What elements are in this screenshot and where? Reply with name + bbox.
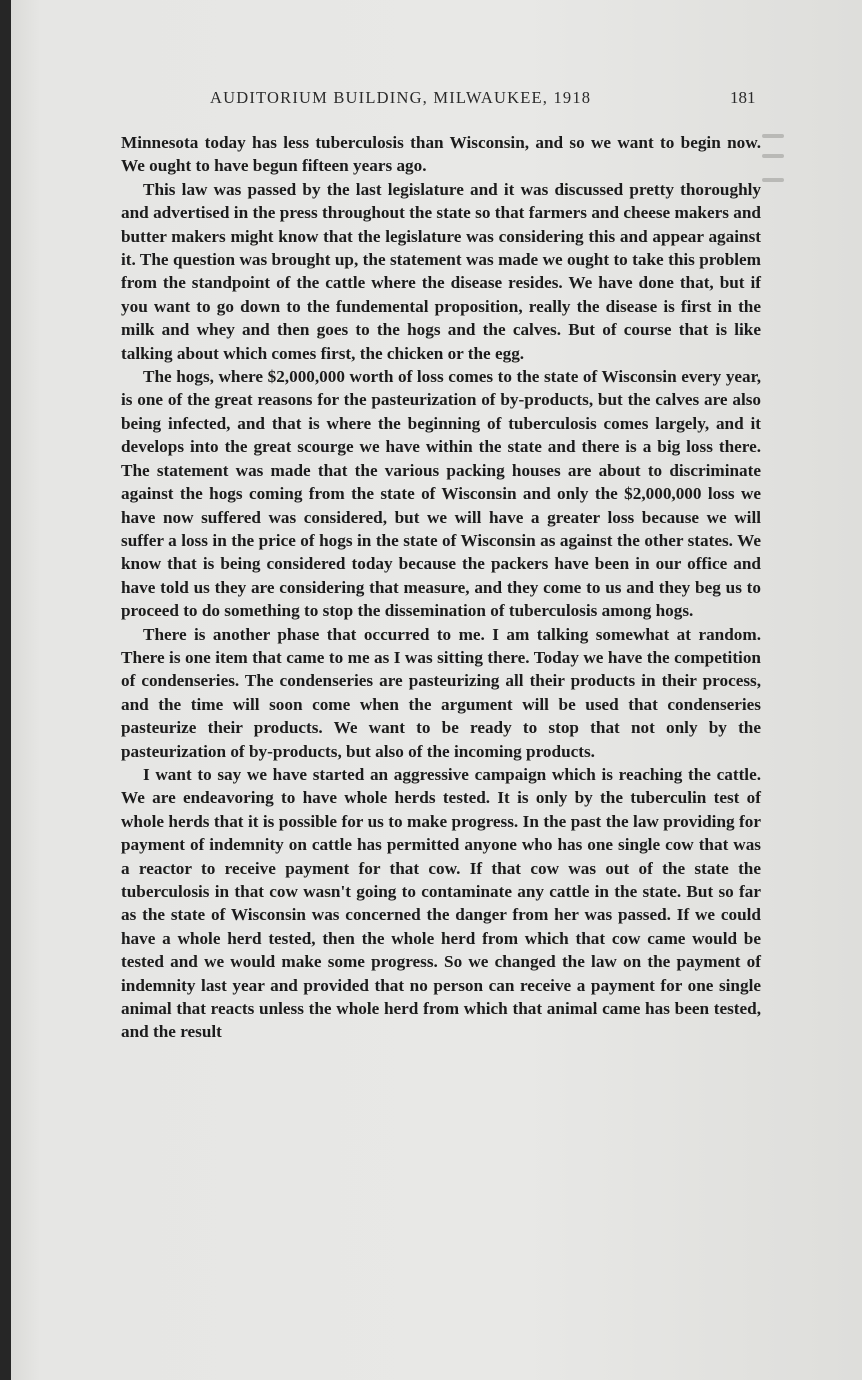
margin-mark: [762, 134, 784, 138]
paragraph: This law was passed by the last legislature and it was discussed pretty thoroughly and advertised in the press throughout the state so that farmers and cheese makers and butter makers might know that the legislature was considering this and appear against it. The question was brought up, the statement was made we ought to take this problem from the standpoint of the cattle where the disease resides. We have done that, but if you want to go down to the fundemental proposition, really the disease is first in the milk and whey and then goes to the hogs and the calves. But of course that is like talking about which comes first, the chicken or the egg.: [121, 179, 761, 363]
page-number: 181: [730, 88, 756, 107]
margin-mark: [762, 178, 784, 182]
paragraph: I want to say we have started an aggressive campaign which is reaching the cattle. We are endeavoring to have whole herds tested. It is only by the tuberculin test of whole herds that it is possible for us to make progress. In the past the law providing for payment of indemnity on cattle has permitted anyone who has one single cow that was a reactor to receive payment for that cow. If that cow was out of the state the tuberculosis in that cow wasn't going to contaminate any cattle in the state. But so far as the state of Wisconsin was concerned the danger from her was passed. If we could have a whole herd tested, then the whole herd from which that cow came would be tested and we would make some progress. So we changed the law on the payment of indemnity last year and provided that no person can receive a payment for one single animal that reacts unless the whole herd from which that animal came has been tested, and the result: [121, 764, 761, 1042]
page-binding-edge: [0, 0, 11, 1380]
running-head-title: AUDITORIUM BUILDING, MILWAUKEE, 1918: [210, 88, 592, 107]
paragraph: Minnesota today has less tuberculosis than Wisconsin, and so we want to begin now. We ought to have begun fifteen years ago.: [121, 133, 761, 176]
paragraph: There is another phase that occurred to me. I am talking somewhat at random. There is one item that came to me as I was sitting there. Today we have the competition of condenseries. The condenseries are pasteurizing all their products in their process, and the time will soon come when the argument will be used that condenseries pasteurize their products. We want to be ready to stop that not only by the pasteurization of by-products, but also of the incoming products.: [121, 624, 761, 761]
paragraph: The hogs, where $2,000,000 worth of loss comes to the state of Wisconsin every year, is one of the great reasons for the pasteurization of by-products, but the calves are also being infected, and that is where the beginning of tuberculosis comes largely, and it develops into the great scourge we have within the state and there is a big loss there. The statement was made that the various packing houses are about to discriminate against the hogs coming from the state of Wisconsin and only the $2,000,000 loss we have now suffered was considered, but we will have a greater loss because we will suffer a loss in the price of hogs in the state of Wisconsin as against the other states. We know that is being considered today because the packers have been in our office and have told us they are considering that measure, and they come to us and they beg us to proceed to do something to stop the dissemination of tuberculosis among hogs.: [121, 367, 761, 621]
body-text: [121, 131, 761, 1044]
margin-mark: [762, 154, 784, 158]
running-head: [210, 88, 770, 112]
